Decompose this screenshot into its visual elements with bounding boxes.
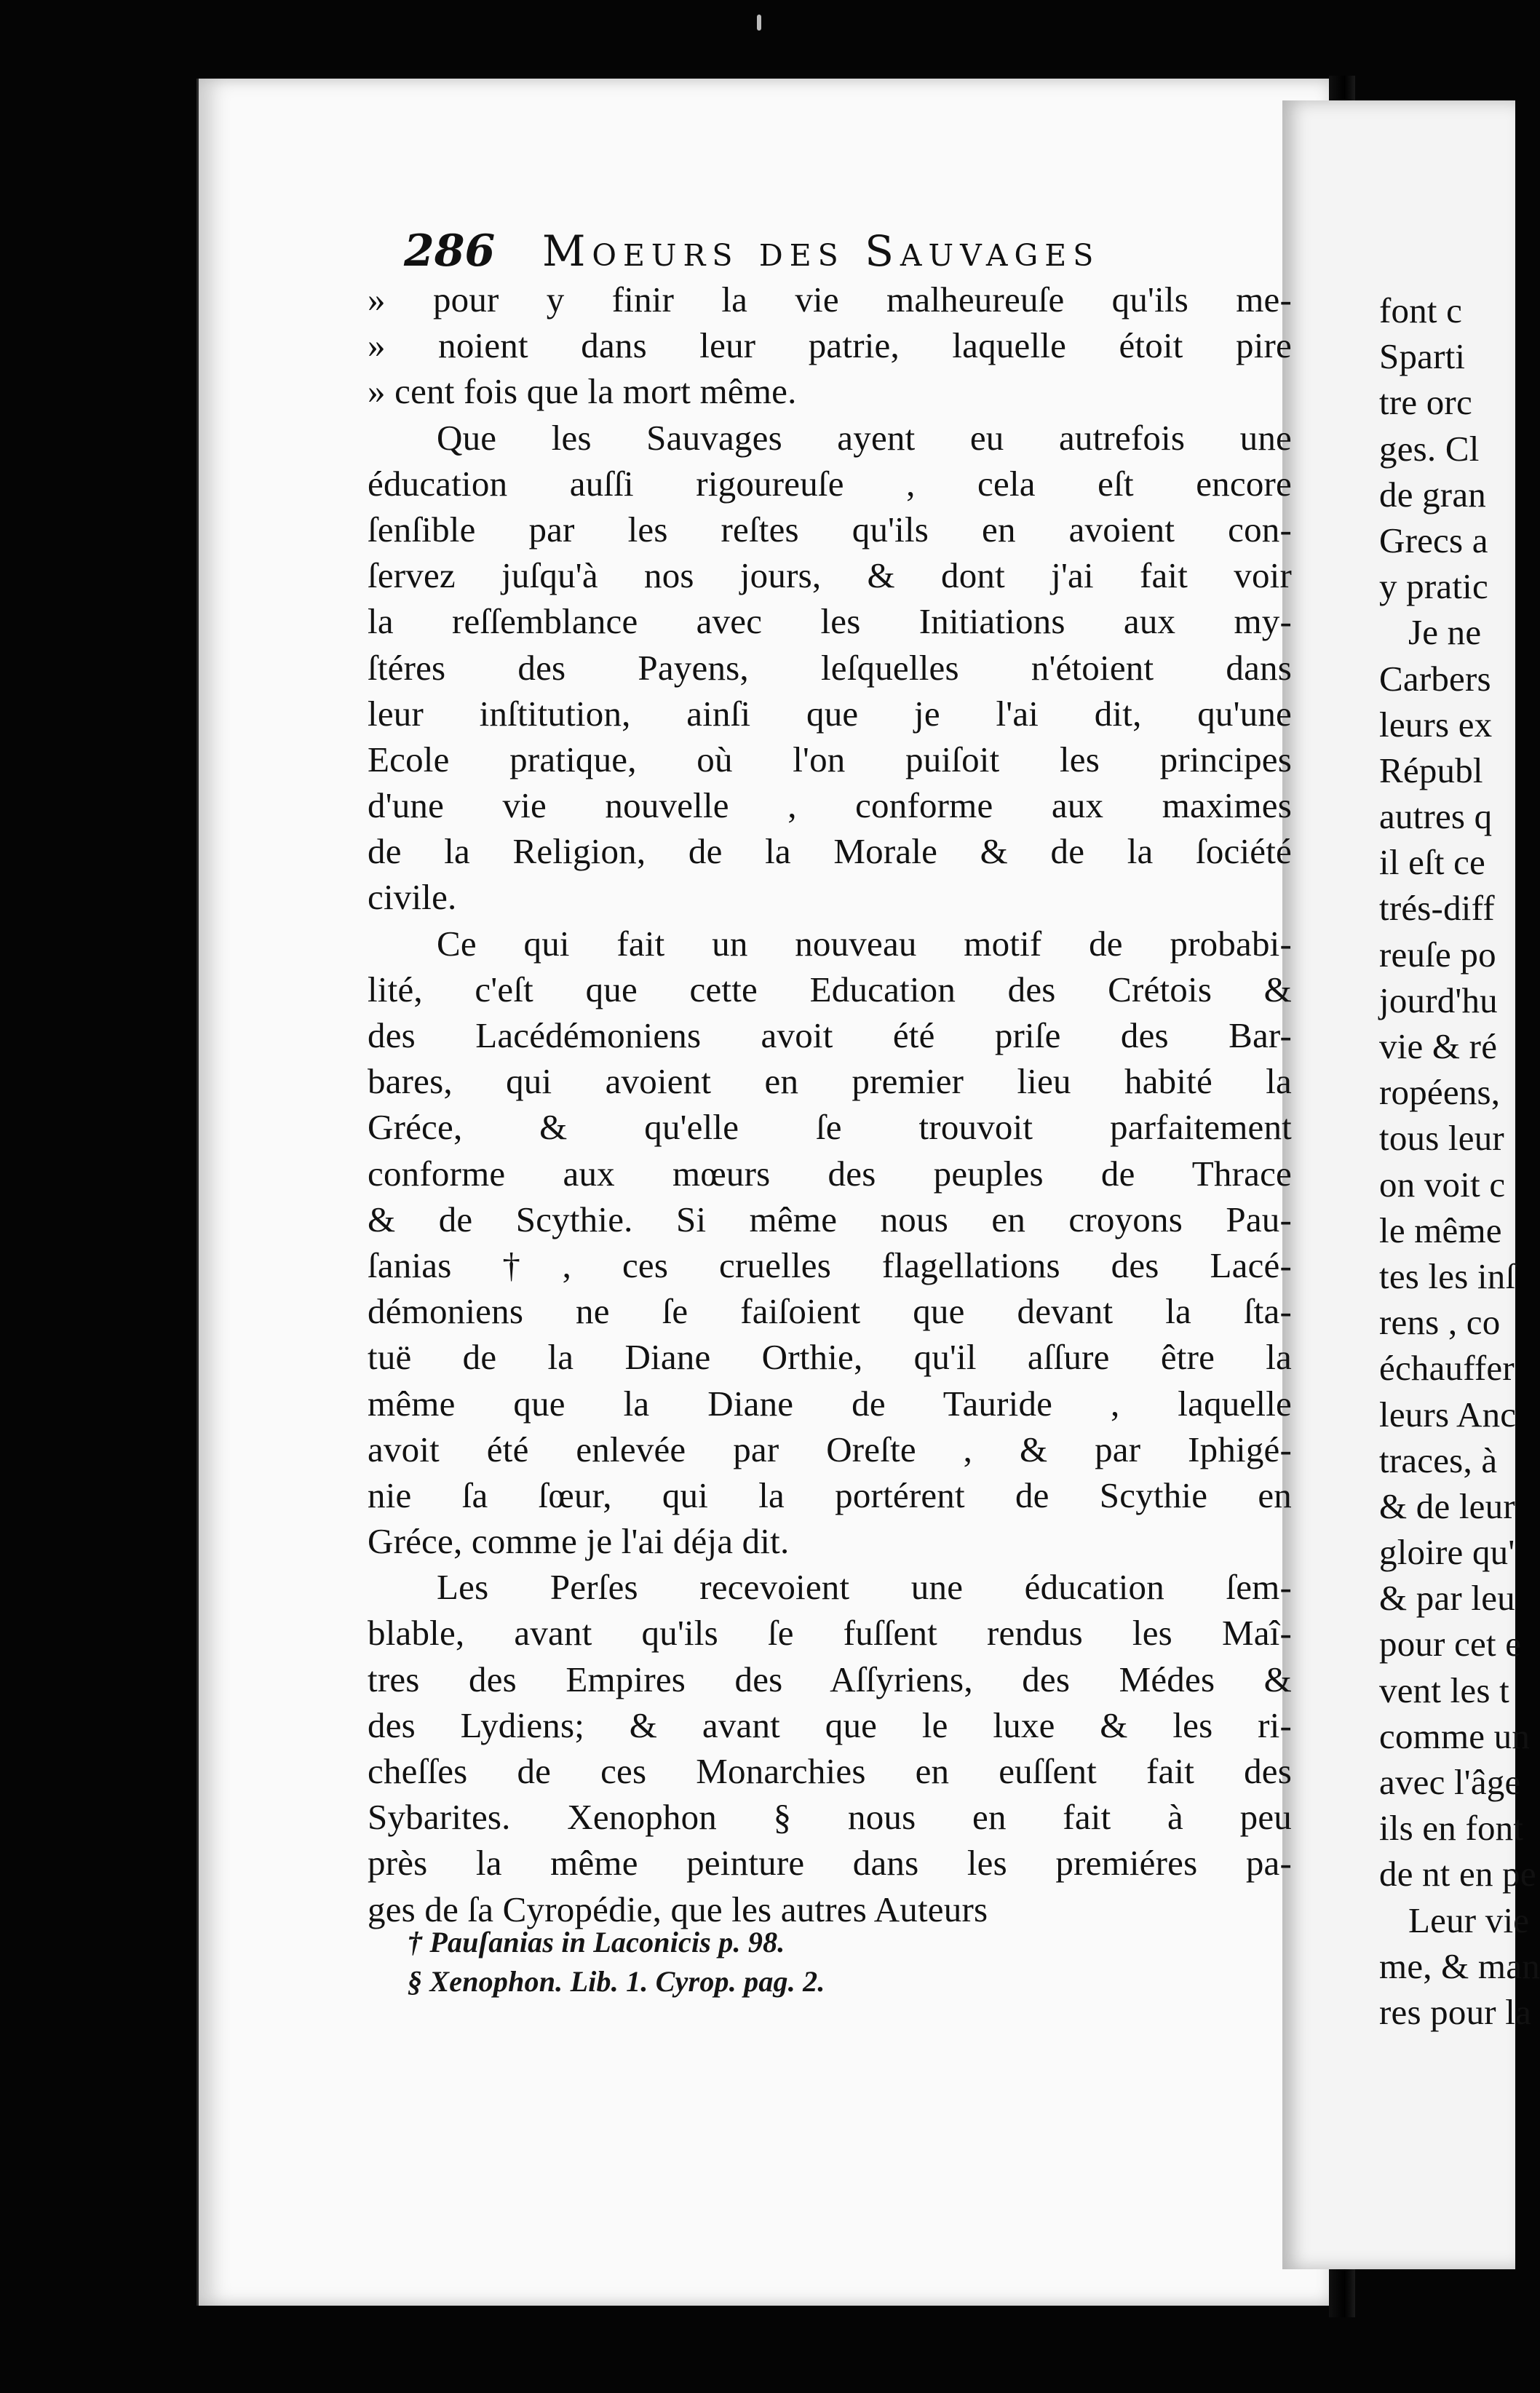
- text-line: » cent fois que la mort même.: [368, 371, 797, 412]
- facing-text-line: ils en font: [1379, 1808, 1524, 1849]
- facing-text-line: de nt en pe: [1379, 1854, 1536, 1894]
- text-line: d'une vie nouvelle , conforme aux maximes: [368, 785, 1292, 826]
- text-line: la reſſemblance avec les Initiations aux my-: [368, 601, 1292, 642]
- text-line: Ecole pratique, où l'on puiſoit les principes: [368, 739, 1292, 779]
- text-line: ſenſible par les reſtes qu'ils en avoient con-: [368, 509, 1292, 549]
- facing-text-line: traces, à: [1379, 1440, 1498, 1480]
- text-line: Sybarites. Xenophon § nous en fait à peu: [368, 1797, 1292, 1838]
- text-line: avoit été enlevée par Oreſte , & par Iphigé-: [368, 1429, 1292, 1469]
- text-line: lité, c'eſt que cette Education des Crétois &: [368, 969, 1292, 1009]
- facing-text-line: me, & man: [1379, 1945, 1540, 1986]
- facing-text-line: vie & ré: [1379, 1026, 1498, 1066]
- body-text: [368, 277, 1292, 1932]
- text-line: conforme aux mœurs des peuples de Thrace: [368, 1153, 1292, 1194]
- facing-text-line: échauffer: [1379, 1348, 1515, 1389]
- text-line: nie ſa ſœur, qui la portérent de Scythie en: [368, 1475, 1292, 1515]
- facing-text-line: rens , co: [1379, 1302, 1501, 1343]
- text-line: civile.: [368, 877, 457, 918]
- facing-text-line: de gran: [1379, 474, 1486, 515]
- text-line: près la même peinture dans les premiéres pa-: [368, 1843, 1292, 1884]
- text-line: démoniens ne ſe faiſoient que devant la ſta-: [368, 1291, 1292, 1332]
- facing-text-line: reuſe po: [1379, 934, 1496, 975]
- facing-text-line: le même: [1379, 1210, 1502, 1250]
- facing-text-line: Je ne: [1408, 612, 1482, 653]
- footnote: § Xenophon. Lib. 1. Cyrop. pag. 2.: [408, 1965, 825, 1998]
- text-line: éducation auſſi rigoureuſe , cela eſt encore: [368, 463, 1292, 504]
- text-line: » noient dans leur patrie, laquelle étoit pire: [368, 325, 1292, 366]
- facing-text-line: jourd'hu: [1379, 980, 1498, 1020]
- scan-speck: [757, 15, 761, 31]
- text-line: ſervez juſqu'à nos jours, & dont j'ai fait voir: [368, 555, 1292, 596]
- facing-text-line: y pratic: [1379, 566, 1488, 607]
- facing-text-line: tous leur: [1379, 1118, 1504, 1159]
- text-line: cheſſes de ces Monarchies en euſſent fait des: [368, 1751, 1292, 1791]
- text-line: Les Perſes recevoient une éducation ſem-: [437, 1567, 1292, 1608]
- facing-text-line: Leur vie: [1408, 1900, 1530, 1940]
- text-line: même que la Diane de Tauride , laquelle: [368, 1383, 1292, 1424]
- facing-text-line: on voit c: [1379, 1164, 1506, 1205]
- text-line: Ce qui fait un nouveau motif de probabi-: [437, 923, 1292, 964]
- facing-text-line: Carbers: [1379, 658, 1491, 699]
- facing-text-line: & de leur: [1379, 1485, 1515, 1526]
- facing-text-line: tes les inſ: [1379, 1255, 1516, 1296]
- text-line: ges de ſa Cyropédie, que les autres Auteurs: [368, 1889, 988, 1929]
- facing-text-line: Grecs a: [1379, 520, 1488, 560]
- facing-text-line: autres q: [1379, 796, 1493, 837]
- facing-text-line: ropéens,: [1379, 1072, 1501, 1113]
- text-line: blable, avant qu'ils ſe fuſſent rendus les Maî-: [368, 1613, 1292, 1654]
- facing-text-line: leurs Anc: [1379, 1394, 1517, 1434]
- facing-text-line: il eſt ce: [1379, 842, 1486, 883]
- facing-page-text: [1379, 287, 1540, 2035]
- running-head: [404, 222, 1277, 280]
- text-line: tres des Empires des Aſſyriens, des Médes &: [368, 1659, 1292, 1699]
- text-line: bares, qui avoient en premier lieu habité la: [368, 1061, 1292, 1102]
- text-line: tuë de la Diane Orthie, qu'il aſſure être la: [368, 1337, 1292, 1378]
- text-line: Que les Sauvages ayent eu autrefois une: [437, 417, 1292, 458]
- footnotes: [408, 1923, 1281, 2001]
- text-line: & de Scythie. Si même nous en croyons Pau-: [368, 1199, 1292, 1239]
- facing-text-line: vent les t: [1379, 1670, 1509, 1710]
- text-line: ſanias †, ces cruelles flagellations des Lacé-: [368, 1245, 1292, 1285]
- running-title: Moeurs des Sauvages: [542, 226, 1100, 276]
- facing-text-line: & par leu: [1379, 1578, 1515, 1619]
- text-line: des Lacédémoniens avoit été priſe des Bar-: [368, 1015, 1292, 1055]
- facing-text-line: ges. Cl: [1379, 428, 1480, 469]
- footnote: † Pauſanias in Laconicis p. 98.: [408, 1926, 785, 1959]
- facing-text-line: comme un: [1379, 1715, 1531, 1756]
- text-line: Gréce, comme je l'ai déja dit.: [368, 1521, 790, 1562]
- facing-text-line: tre orc: [1379, 382, 1472, 423]
- facing-text-line: pour cet e: [1379, 1624, 1522, 1664]
- text-line: leur inſtitution, ainſi que je l'ai dit, qu'une: [368, 693, 1292, 734]
- text-line: des Lydiens; & avant que le luxe & les ri-: [368, 1705, 1292, 1745]
- facing-text-line: gloire qu': [1379, 1532, 1515, 1573]
- text-line: ſtéres des Payens, leſquelles n'étoient dans: [368, 647, 1292, 688]
- facing-text-line: res pour la: [1379, 1991, 1532, 2032]
- page-number: 286: [404, 226, 496, 277]
- facing-text-line: avec l'âge: [1379, 1762, 1521, 1802]
- facing-text-line: Sparti: [1379, 336, 1466, 377]
- facing-text-line: leurs ex: [1379, 704, 1493, 745]
- facing-text-line: trés-diff: [1379, 888, 1495, 929]
- facing-text-line: Républ: [1379, 750, 1483, 790]
- facing-text-line: font c: [1379, 290, 1463, 330]
- text-line: » pour y finir la vie malheureuſe qu'ils me-: [368, 279, 1292, 320]
- text-line: de la Religion, de la Morale & de la ſociété: [368, 831, 1292, 872]
- text-line: Gréce, & qu'elle ſe trouvoit parfaitement: [368, 1107, 1292, 1148]
